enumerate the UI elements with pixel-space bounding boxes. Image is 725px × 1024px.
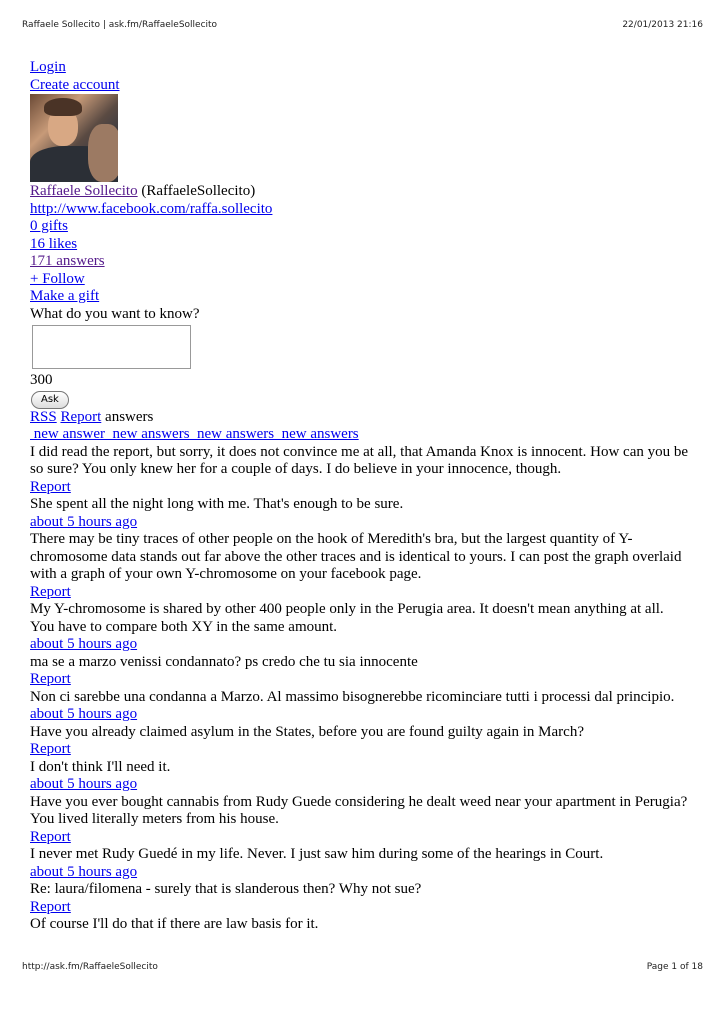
timestamp-link[interactable]: about 5 hours ago	[30, 863, 138, 880]
follow-link[interactable]: + Follow	[30, 270, 85, 287]
avatar[interactable]	[30, 94, 118, 182]
feed-links-row	[30, 409, 690, 427]
report-link[interactable]: Report	[30, 478, 71, 495]
page-title: Raffaele Sollecito | ask.fm/RaffaeleSollecito	[22, 20, 218, 30]
timestamp-link[interactable]: about 5 hours ago	[30, 513, 138, 530]
report-link[interactable]: Report	[30, 583, 71, 600]
print-footer	[22, 962, 703, 972]
ask-prompt: What do you want to know?	[30, 305, 200, 322]
answer-text: I don't think I'll need it.	[30, 758, 171, 775]
timestamp-link[interactable]: about 5 hours ago	[30, 706, 138, 722]
question-text: Re: laura/filomena - surely that is slanderous then? Why not sue?	[30, 881, 422, 897]
timestamp-link[interactable]: about 5 hours ago	[30, 636, 138, 652]
timestamp-link[interactable]: about 5 hours ago	[30, 776, 138, 792]
char-count: 300	[30, 372, 53, 388]
report-link[interactable]: Report	[30, 741, 71, 757]
page-number: Page 1 of 18	[646, 962, 703, 972]
question-text: Have you ever bought cannabis from Rudy Guede considering he dealt weed near your apartment in Perugia? You lived literally meters from his house.	[30, 793, 688, 827]
page-content	[30, 59, 690, 934]
print-header	[22, 20, 703, 30]
profile-name-row	[30, 183, 690, 201]
website-link[interactable]: http://www.facebook.com/raffa.sollecito	[30, 200, 273, 217]
question-text: Have you already claimed asylum in the States, before you are found guilty again in March?	[30, 723, 584, 740]
footer-url: http://ask.fm/RaffaeleSollecito	[22, 962, 158, 972]
new-answers-link[interactable]: new answer new answers new answers new answers	[30, 426, 359, 442]
make-gift-link[interactable]: Make a gift	[30, 288, 100, 304]
gifts-link[interactable]: 0 gifts	[30, 218, 68, 234]
question-text: ma se a marzo venissi condannato? ps credo che tu sia innocente	[30, 653, 418, 670]
ask-button[interactable]: Ask	[31, 391, 69, 409]
rss-link[interactable]: RSS	[30, 408, 57, 425]
profile-name-link[interactable]: Raffaele Sollecito	[30, 183, 138, 199]
answers-label: answers	[101, 408, 154, 425]
answer-text: I never met Rudy Guedé in my life. Never. I just saw him during some of the hearings in Court.	[30, 846, 604, 862]
answer-text: She spent all the night long with me. That's enough to be sure.	[30, 496, 404, 512]
report-link[interactable]: Report	[60, 408, 102, 425]
profile-username: (RaffaeleSollecito)	[141, 183, 256, 199]
answer-text: My Y-chromosome is shared by other 400 people only in the Perugia area. It doesn't mean anything at all. You have to compare both XY in the same amount.	[30, 601, 664, 635]
print-datetime: 22/01/2013 21:16	[622, 20, 703, 30]
likes-link[interactable]: 16 likes	[30, 235, 78, 252]
question-text: There may be tiny traces of other people on the hook of Meredith's bra, but the largest quantity of Y-chromosome data stands out far above the other traces and is identical to yours. I can post the graph overlaid with a graph of your own Y-chromosome on your facebook page.	[30, 531, 682, 582]
answer-text: Of course I'll do that if there are law basis for it.	[30, 916, 319, 932]
report-link[interactable]: Report	[30, 671, 71, 687]
login-link[interactable]: Login	[30, 59, 66, 75]
answer-text: Non ci sarebbe una condanna a Marzo. Al massimo bisognerebbe ricominciare tutti i processi dal principio.	[30, 688, 675, 705]
question-text: I did read the report, but sorry, it does not convince me at all, that Amanda Knox is innocent. How can you be so sure? You only knew her for a couple of days. I do believe in your innocence, though.	[30, 443, 689, 477]
answers-link[interactable]: 171 answers	[30, 253, 105, 269]
create-account-link[interactable]: Create account	[30, 76, 120, 93]
question-input[interactable]	[32, 325, 191, 369]
report-link[interactable]: Report	[30, 828, 71, 845]
report-link[interactable]: Report	[30, 898, 71, 915]
